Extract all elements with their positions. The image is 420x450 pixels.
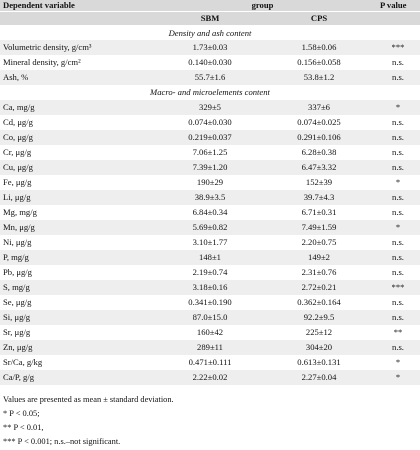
row-label: Cu, μg/g (3, 162, 33, 172)
sbm-value: 6.84±0.34 (192, 207, 228, 217)
footnote-p005: * P < 0.05; (3, 409, 40, 418)
footnote-mean-sd: Values are presented as mean ± standard deviation. (3, 395, 174, 404)
cps-value: 2.27±0.04 (301, 372, 337, 382)
table-header-top (0, 0, 420, 11)
p-value: n.s. (392, 57, 404, 67)
cps-value: 2.20±0.75 (301, 237, 337, 247)
cps-value: 39.7±4.3 (303, 192, 335, 202)
sbm-value: 38.9±3.5 (194, 192, 226, 202)
sbm-column-header: SBM (200, 13, 220, 23)
p-value: n.s. (392, 72, 404, 82)
table-row (0, 115, 420, 130)
table-row (0, 40, 420, 55)
sbm-value: 0.219±0.037 (188, 132, 232, 142)
p-value: n.s. (392, 297, 404, 307)
p-value: n.s. (392, 342, 404, 352)
table-row (0, 325, 420, 340)
table-row (0, 235, 420, 250)
table-row (0, 370, 420, 385)
row-label: Volumetric density, g/cm³ (3, 42, 92, 52)
table-row (0, 250, 420, 265)
cps-value: 0.362±0.164 (297, 297, 341, 307)
sbm-value: 148±1 (199, 252, 221, 262)
cps-value: 225±12 (305, 327, 333, 337)
row-label: Pb, μg/g (3, 267, 32, 277)
p-value: * (395, 177, 401, 187)
row-label: Sr/Ca, g/kg (3, 357, 43, 367)
sbm-value: 7.39±1.20 (192, 162, 228, 172)
table-row (0, 145, 420, 160)
cps-value: 53.8±1.2 (303, 72, 335, 82)
p-value: * (395, 357, 401, 367)
row-label: Mg, mg/g (3, 207, 37, 217)
table-row (0, 160, 420, 175)
cps-value: 337±6 (308, 102, 330, 112)
footnote-p0001: *** P < 0.001; n.s.–not significant. (3, 437, 121, 446)
p-value: n.s. (392, 267, 404, 277)
sbm-value: 0.341±0.190 (188, 297, 232, 307)
table-row (0, 70, 420, 85)
table-row (0, 295, 420, 310)
row-label: Li, μg/g (3, 192, 31, 202)
row-label: Ash, % (3, 72, 29, 82)
group-header: group (251, 0, 274, 10)
sbm-value: 0.074±0.030 (188, 117, 232, 127)
row-label: P, mg/g (3, 252, 29, 262)
sbm-value: 0.471±0.111 (188, 357, 232, 367)
cps-value: 0.074±0.025 (297, 117, 341, 127)
sbm-value: 87.0±15.0 (192, 312, 228, 322)
p-value: * (395, 222, 401, 232)
section-elements-title: Macro- and microelements content (150, 87, 270, 97)
cps-value: 149±2 (308, 252, 330, 262)
row-label: Co, μg/g (3, 132, 33, 142)
row-label: S, mg/g (3, 282, 30, 292)
cps-value: 6.47±3.32 (301, 162, 337, 172)
sbm-value: 190±29 (196, 177, 224, 187)
sbm-value: 160±42 (196, 327, 224, 337)
table-row (0, 175, 420, 190)
sbm-value: 0.140±0.030 (188, 57, 232, 67)
p-value: n.s. (392, 192, 404, 202)
table-row (0, 100, 420, 115)
cps-value: 152±39 (305, 177, 333, 187)
table-row (0, 310, 420, 325)
row-label: Cd, μg/g (3, 117, 33, 127)
table-row (0, 280, 420, 295)
p-value: n.s. (392, 132, 404, 142)
sbm-value: 7.06±1.25 (192, 147, 228, 157)
table-row (0, 205, 420, 220)
p-value: n.s. (392, 252, 404, 262)
row-label: Se, μg/g (3, 297, 32, 307)
p-value: *** (391, 42, 405, 52)
p-value: ** (393, 327, 403, 337)
cps-value: 6.28±0.38 (301, 147, 337, 157)
row-label: Mn, μg/g (3, 222, 35, 232)
row-label: Ca/P, g/g (3, 372, 35, 382)
table-row (0, 220, 420, 235)
row-label: Ni, μg/g (3, 237, 32, 247)
table-row (0, 340, 420, 355)
row-label: Sr, μg/g (3, 327, 31, 337)
p-value: n.s. (392, 147, 404, 157)
table-header-bottom (0, 11, 420, 25)
table-row (0, 190, 420, 205)
p-value: n.s. (392, 162, 404, 172)
p-value: n.s. (392, 207, 404, 217)
table-row (0, 355, 420, 370)
footnote-p001: ** P < 0.01, (3, 423, 44, 432)
cps-value: 304±20 (305, 342, 333, 352)
p-value: n.s. (392, 237, 404, 247)
dependent-variable-header: Dependent variable (3, 0, 75, 10)
cps-value: 92.2±9.5 (303, 312, 335, 322)
sbm-value: 3.18±0.16 (192, 282, 228, 292)
p-value: * (395, 372, 401, 382)
table-row (0, 130, 420, 145)
p-value: n.s. (392, 312, 404, 322)
p-value: n.s. (392, 117, 404, 127)
row-label: Ca, mg/g (3, 102, 35, 112)
sbm-value: 289±11 (197, 342, 223, 352)
sbm-value: 5.69±0.82 (192, 222, 228, 232)
row-label: Cr, μg/g (3, 147, 32, 157)
sbm-value: 3.10±1.77 (192, 237, 228, 247)
p-value: * (395, 102, 401, 112)
sbm-value: 329±5 (199, 102, 221, 112)
cps-value: 0.291±0.106 (297, 132, 341, 142)
cps-value: 7.49±1.59 (301, 222, 337, 232)
table-row (0, 55, 420, 70)
sbm-value: 1.73±0.03 (192, 42, 228, 52)
p-value: *** (391, 282, 405, 292)
sbm-value: 2.19±0.74 (192, 267, 228, 277)
row-label: Fe, μg/g (3, 177, 32, 187)
cps-value: 6.71±0.31 (301, 207, 337, 217)
cps-value: 2.31±0.76 (301, 267, 337, 277)
row-label: Zn, μg/g (3, 342, 33, 352)
table-row (0, 265, 420, 280)
sbm-value: 2.22±0.02 (192, 372, 228, 382)
cps-value: 0.613±0.131 (297, 357, 341, 367)
cps-value: 1.58±0.06 (301, 42, 337, 52)
section-density-title: Density and ash content (168, 28, 252, 38)
p-value-header: P value (380, 0, 407, 10)
row-label: Mineral density, g/cm² (3, 57, 81, 67)
cps-column-header: CPS (310, 13, 328, 23)
cps-value: 0.156±0.058 (297, 57, 341, 67)
row-label: Si, μg/g (3, 312, 31, 322)
sbm-value: 55.7±1.6 (194, 72, 226, 82)
cps-value: 2.72±0.21 (301, 282, 337, 292)
